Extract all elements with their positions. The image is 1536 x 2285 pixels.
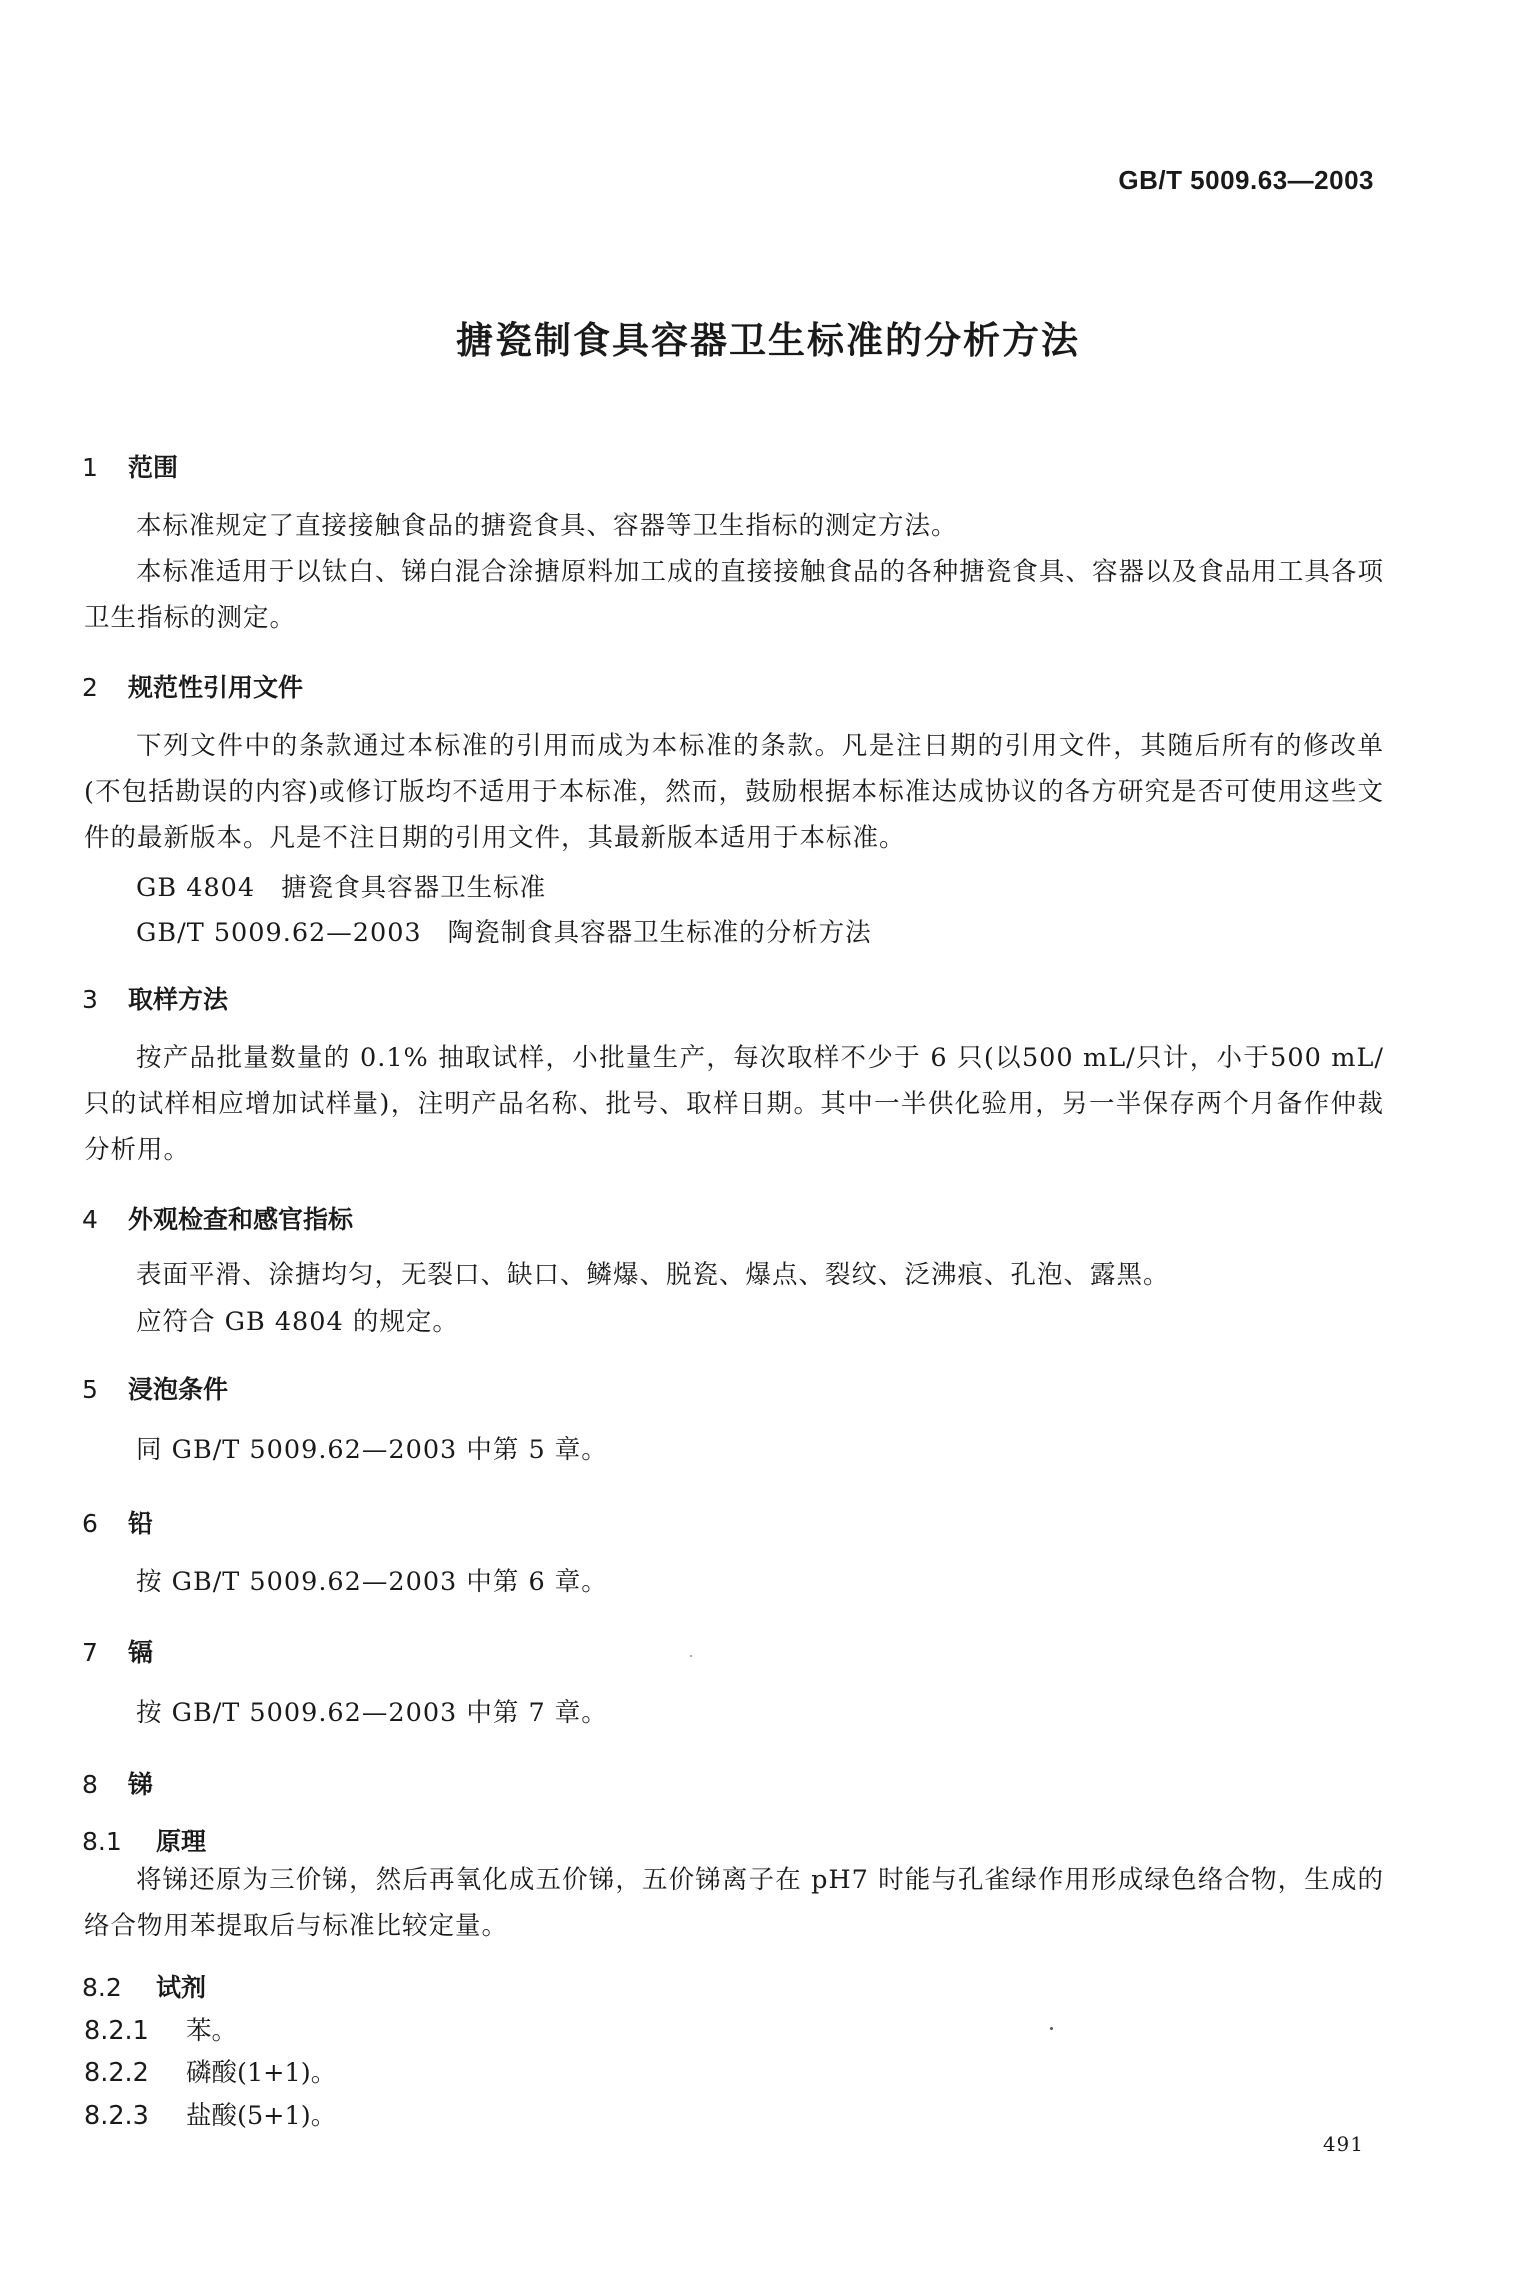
- subsection-title: 试剂: [156, 1973, 207, 2002]
- section-title: 浸泡条件: [128, 1375, 229, 1404]
- section-6-heading: [82, 1504, 153, 1540]
- section-7-paragraph-1: 按 GB/T 5009.62—2003 中第 7 章。: [136, 1698, 608, 1728]
- subsection-number: 8.1: [82, 1827, 122, 1856]
- section-number: 5: [82, 1375, 98, 1404]
- reference-code: GB 4804: [136, 873, 256, 903]
- reagent-text: 盐酸(5+1)。: [186, 2101, 337, 2131]
- reference-title: 陶瓷制食具容器卫生标准的分析方法: [447, 918, 872, 948]
- section-title: 外观检查和感官指标: [128, 1205, 354, 1234]
- section-number: 1: [82, 453, 98, 482]
- reagent-item: [84, 2096, 336, 2132]
- section-3-heading: [82, 980, 228, 1016]
- section-8-1-paragraph-1: 将锑还原为三价锑，然后再氧化成五价锑，五价锑离子在 pH7 时能与孔雀绿作用形成绿色络合物，生成的络合物用苯提取后与标准比较定量。: [84, 1865, 1384, 1941]
- section-number: 6: [82, 1509, 98, 1538]
- normative-reference: [136, 868, 546, 904]
- section-8-2-heading: [82, 1968, 206, 2004]
- section-number: 2: [82, 673, 98, 702]
- section-6-paragraph-1: 按 GB/T 5009.62—2003 中第 6 章。: [136, 1567, 608, 1597]
- section-title: 镉: [128, 1638, 154, 1667]
- section-title: 铅: [128, 1509, 154, 1538]
- section-1-paragraph-2: 本标准适用于以钛白、锑白混合涂搪原料加工成的直接接触食品的各种搪瓷食具、容器以及食品用工具各项卫生指标的测定。: [84, 557, 1384, 633]
- section-5-heading: [82, 1370, 228, 1406]
- section-4-heading: [82, 1200, 353, 1236]
- section-title: 锑: [128, 1770, 154, 1799]
- reagent-number: 8.2.3: [84, 2101, 149, 2131]
- section-7-heading: [82, 1633, 153, 1669]
- section-number: 4: [82, 1205, 98, 1234]
- reagent-item: [84, 2053, 336, 2089]
- section-2-paragraph-1: 下列文件中的条款通过本标准的引用而成为本标准的条款。凡是注日期的引用文件，其随后所有的修改单(不包括勘误的内容)或修订版均不适用于本标准，然而，鼓励根据本标准达成协议的各方研究是否可使用这些文件的最新版本。凡是不注日期的引用文件，其最新版本适用于本标准。: [84, 731, 1384, 853]
- section-4-paragraph-2: 应符合 GB 4804 的规定。: [136, 1307, 459, 1337]
- scan-speck: [1050, 2027, 1053, 2030]
- standard-code: GB/T 5009.63—2003: [1118, 165, 1374, 195]
- reference-title: 搪瓷食具容器卫生标准: [281, 873, 547, 903]
- reagent-text: 苯。: [186, 2016, 238, 2046]
- section-title: 范围: [128, 453, 179, 482]
- normative-reference: [136, 913, 872, 949]
- document-title: 搪瓷制食具容器卫生标准的分析方法: [456, 319, 1080, 362]
- section-8-heading: [82, 1765, 153, 1801]
- section-number: 8: [82, 1770, 98, 1799]
- scan-speck: [690, 1655, 692, 1657]
- section-1-heading: [82, 448, 178, 484]
- page-number: 491: [1322, 2132, 1364, 2156]
- section-number: 3: [82, 985, 98, 1014]
- section-4-paragraph-1: 表面平滑、涂搪均匀，无裂口、缺口、鳞爆、脱瓷、爆点、裂纹、泛沸痕、孔泡、露黑。: [136, 1260, 1170, 1290]
- section-number: 7: [82, 1638, 98, 1667]
- reagent-item: [84, 2011, 237, 2047]
- section-5-paragraph-1: 同 GB/T 5009.62—2003 中第 5 章。: [136, 1435, 608, 1465]
- section-8-1-heading: [82, 1822, 206, 1858]
- reference-code: GB/T 5009.62—2003: [136, 918, 422, 948]
- section-title: 规范性引用文件: [128, 673, 304, 702]
- subsection-number: 8.2: [82, 1973, 122, 2002]
- subsection-title: 原理: [156, 1827, 207, 1856]
- section-title: 取样方法: [128, 985, 229, 1014]
- section-3-paragraph-1: 按产品批量数量的 0.1% 抽取试样，小批量生产，每次取样不少于 6 只(以500 mL/只计，小于500 mL/只的试样相应增加试样量)，注明产品名称、批号、取样日期。其中一半供化验用，另一半保存两个月备作仲裁分析用。: [84, 1043, 1384, 1165]
- reagent-text: 磷酸(1+1)。: [186, 2058, 337, 2088]
- reagent-number: 8.2.2: [84, 2058, 149, 2088]
- section-2-heading: [82, 668, 303, 704]
- section-1-paragraph-1: 本标准规定了直接接触食品的搪瓷食具、容器等卫生指标的测定方法。: [136, 511, 958, 541]
- reagent-number: 8.2.1: [84, 2016, 149, 2046]
